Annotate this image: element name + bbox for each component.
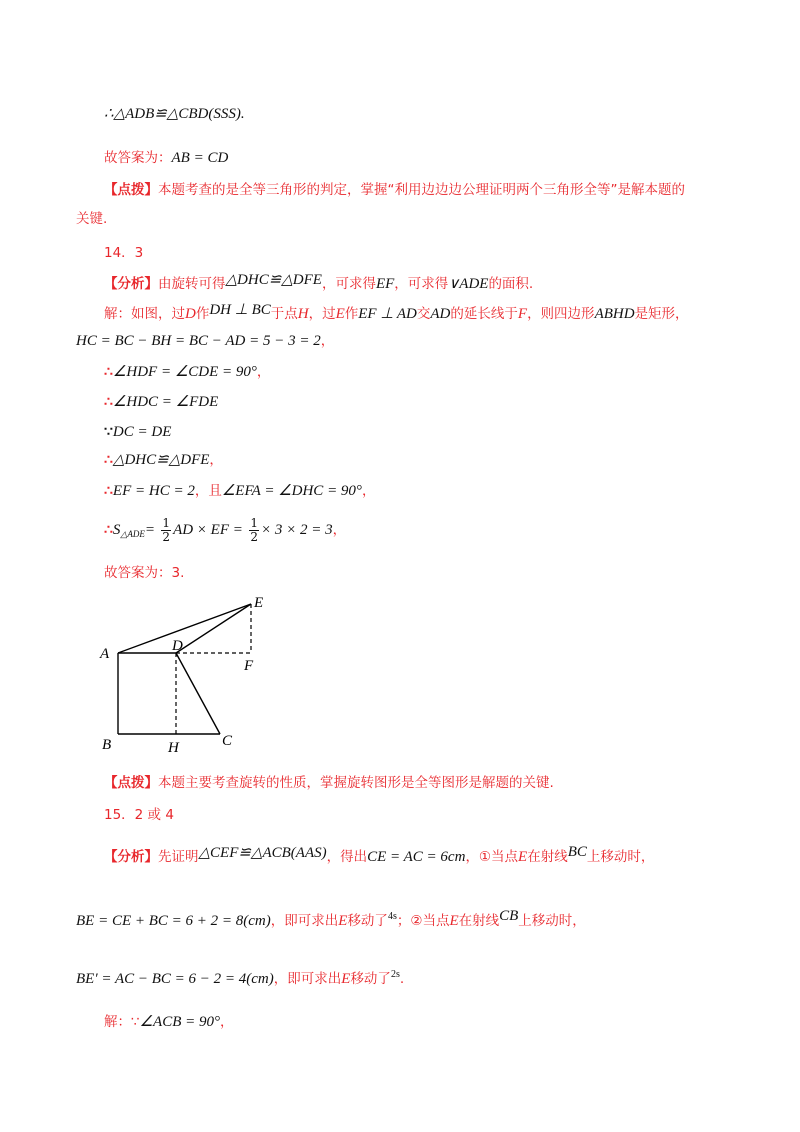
text: 是矩形， (634, 306, 689, 322)
math: E (449, 913, 459, 929)
text: 于点 (270, 306, 298, 322)
analysis-line-15 (104, 842, 654, 867)
label-C: C (222, 733, 233, 749)
analysis-tag: 【分析】 (104, 276, 158, 292)
analysis-line-14 (104, 270, 533, 294)
math: ∠ACB = 90° (139, 1014, 220, 1030)
text: 解：如图，过 (104, 306, 185, 322)
math: ∠EFA = ∠DHC = 90° (221, 483, 362, 499)
congruence-statement: ∴△ADB≌△CBD(SSS). (104, 106, 245, 122)
therefore-symbol: ∴ (104, 522, 113, 538)
solution-line-15b (76, 965, 404, 989)
math: DC = DE (112, 424, 172, 440)
punct: ， (220, 1014, 234, 1030)
text: 的面积. (488, 276, 534, 292)
fraction-half (161, 517, 171, 544)
segment-DE (176, 604, 251, 653)
math: EF = HC = 2 (112, 483, 195, 499)
text: ，①当点 (465, 849, 519, 865)
math: EF ⊥ AD (358, 306, 417, 322)
text: 交 (416, 306, 431, 322)
tip-text-cont: 关键. (76, 211, 108, 227)
math: △CEF≌△ACB(AAS) (198, 845, 327, 861)
therefore-symbol: ∴ (104, 394, 113, 410)
solution-line-angle1 (104, 362, 270, 382)
math: ABHD (594, 306, 635, 322)
text: 在射线 (527, 849, 568, 865)
subscript: △ADE (120, 529, 145, 539)
punct: ， (256, 364, 271, 380)
math: BE = CE + BC = 6 + 2 = 8(cm) (76, 913, 271, 929)
math: E (518, 849, 528, 865)
therefore-symbol: ∴ (104, 364, 113, 380)
solution-line-because (104, 422, 171, 442)
punct: ， (361, 483, 376, 499)
text: 在射线 (458, 913, 500, 929)
text: 上移动时， (586, 849, 655, 865)
text: ，即可求出 (273, 971, 342, 987)
therefore-symbol: ∴ (104, 452, 113, 468)
numerator: 1 (250, 515, 258, 530)
text: 作 (195, 306, 210, 322)
fraction-half (249, 517, 259, 544)
solution-line-area (104, 516, 346, 548)
math: CB (499, 908, 519, 924)
punct: ， (320, 333, 335, 349)
math: × 3 × 2 = 3 (260, 522, 333, 538)
text: 先证明 (158, 849, 199, 865)
label-B: B (102, 737, 112, 753)
tip-line-14 (104, 773, 554, 793)
solution-line-15c (104, 1012, 234, 1032)
text: 由旋转可得 (158, 276, 226, 292)
text: ，可求得 (321, 276, 376, 292)
text: 移动了 (347, 913, 388, 929)
math: EF (375, 276, 395, 292)
math: E (338, 913, 348, 929)
solution-line-hc (76, 331, 334, 351)
segment-AE (118, 604, 251, 653)
answer-line-13 (104, 148, 228, 168)
text: . (399, 971, 405, 987)
math: CE = AC = 6cm (367, 849, 466, 865)
math: ∠HDF = ∠CDE = 90° (112, 364, 257, 380)
solution-line-congruent (104, 450, 223, 470)
text: 的延长线于 (450, 306, 518, 322)
label-D: D (172, 638, 183, 654)
text: 移动了 (350, 971, 391, 987)
tip-tag: 【点拨】 (104, 775, 158, 791)
tip-tag: 【点拨】 (104, 182, 158, 198)
solution-line-angle2 (104, 392, 218, 412)
superscript: 4s (387, 911, 397, 922)
math: BE′ = AC − BC = 6 − 2 = 4(cm) (76, 971, 274, 987)
math: F (517, 306, 528, 322)
geometry-figure (96, 592, 296, 762)
text: ，过 (308, 306, 336, 322)
tip-line-13 (104, 180, 685, 200)
text: ，得出 (326, 849, 368, 865)
text: ，即可求出 (270, 913, 339, 929)
tip-text: 本题考查的是全等三角形的判定，掌握“利用边边边公理证明两个三角形全等”是解本题的 (158, 182, 685, 198)
math: ∨ADE (448, 276, 489, 292)
text: 解：∵ (104, 1014, 140, 1030)
denominator: 2 (162, 529, 171, 544)
tip-line-13-cont (76, 209, 107, 229)
answer-math: AB = CD (171, 150, 229, 166)
math: E (341, 971, 351, 987)
solution-line-14 (104, 300, 689, 324)
label-H: H (168, 740, 179, 756)
segment-DC (176, 653, 220, 734)
punct: ， (209, 452, 223, 468)
analysis-tag: 【分析】 (104, 849, 158, 865)
label-A: A (100, 646, 110, 662)
problem-14-answer (104, 243, 143, 263)
answer-text: 故答案为：3. (104, 565, 185, 581)
problem-number: 15．2 或 4 (104, 807, 174, 823)
punct: ， (332, 522, 347, 538)
math: S (112, 522, 121, 538)
text: ，且 (194, 483, 222, 499)
answer-line-14 (104, 563, 184, 583)
because-symbol: ∵ (104, 424, 113, 440)
denominator: 2 (250, 529, 258, 544)
math: AD (430, 306, 451, 322)
text: ，则四边形 (527, 306, 595, 322)
math: DH ⊥ BC (209, 302, 271, 318)
label-E: E (254, 595, 264, 611)
solution-line-15a (76, 906, 586, 931)
problem-number: 14．3 (104, 245, 144, 261)
therefore-symbol: ∴ (104, 483, 113, 499)
line-conclusion (104, 104, 245, 124)
math: AD × EF = (173, 522, 243, 538)
text: ，可求得 (394, 276, 449, 292)
math: E (335, 306, 345, 322)
text: 上移动时， (518, 913, 586, 929)
text: 作 (344, 306, 359, 322)
tip-text: 本题主要考查旋转的性质，掌握旋转图形是全等图形是解题的关键. (158, 775, 554, 791)
problem-15-answer (104, 805, 174, 825)
solution-line-ef (104, 481, 375, 501)
label-F: F (244, 658, 254, 674)
math: ∠HDC = ∠FDE (112, 394, 219, 410)
math: HC = BC − BH = BC − AD = 5 − 3 = 2 (76, 333, 321, 349)
answer-label: 故答案为： (104, 150, 172, 166)
math: H (297, 306, 309, 322)
math: BC (567, 844, 587, 860)
math: △DHC≌△DFE (112, 452, 210, 468)
superscript: 2s (390, 969, 400, 980)
text: ；②当点 (396, 913, 450, 929)
numerator: 1 (162, 515, 171, 530)
math: △DHC≌△DFE (225, 272, 322, 288)
math: D (185, 306, 196, 322)
math: = (144, 522, 155, 538)
